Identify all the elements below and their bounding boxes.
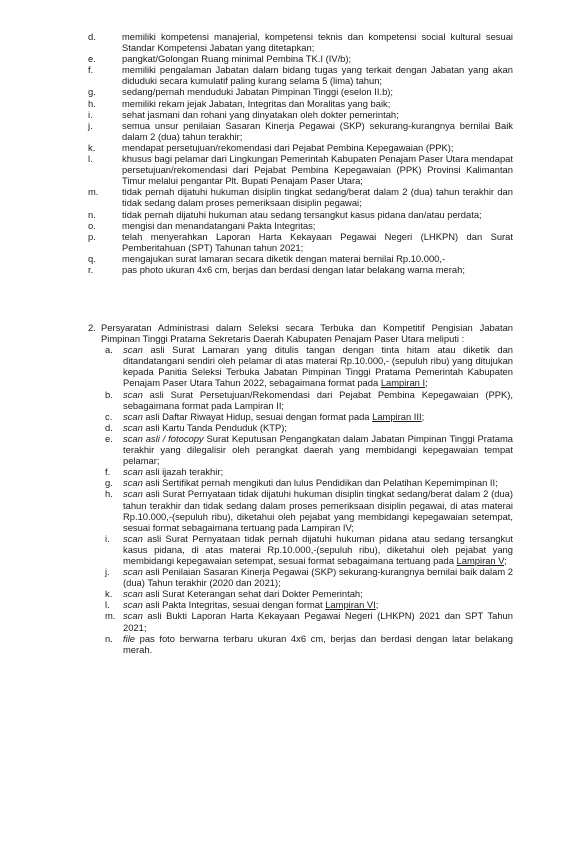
list-item-text — [123, 389, 513, 411]
list-item-text: mengisi dan menandatangani Pakta Integritas; — [122, 219, 316, 231]
emphasis-text: scan — [123, 610, 143, 622]
emphasis-text: scan — [123, 488, 143, 500]
list-item — [105, 588, 513, 599]
list-item-text — [123, 533, 513, 566]
list-item-marker: d. — [88, 31, 96, 42]
list-item — [105, 466, 513, 477]
requirements-list — [88, 31, 513, 275]
list-item-marker: o. — [88, 219, 96, 231]
list-item — [105, 477, 513, 488]
list-item-marker: q. — [88, 252, 96, 264]
list-item-marker: i. — [88, 108, 93, 120]
list-item-text: tidak pernah dijatuhi hukuman atau sedang tersangkut kasus pidana dan/atau perdata; — [122, 208, 482, 220]
attachment-reference: Lampiran VI — [325, 599, 376, 611]
body-text: asli Pakta Integritas, sesuai dengan format — [142, 599, 326, 611]
list-item-text — [123, 344, 513, 388]
body-text: asli ijazah terakhir; — [142, 466, 224, 478]
list-item-marker: e. — [105, 432, 113, 444]
list-item-marker: p. — [88, 230, 96, 242]
list-item-text — [123, 599, 513, 610]
list-item-text: memiliki rekam jejak Jabatan, Integritas dan Moralitas yang baik; — [122, 97, 391, 109]
list-item — [105, 599, 513, 610]
emphasis-text: scan — [123, 566, 143, 578]
list-item-marker: l. — [105, 599, 110, 611]
list-item-text: tidak pernah dijatuhi hukuman disiplin tingkat sedang/berat dalam 2 (dua) tahun terakhir dan tidak sedang dalam proses pemeriksaan disiplin pegawai; — [122, 186, 513, 209]
body-text: asli Daftar Riwayat Hidup, sesuai dengan format pada — [142, 410, 373, 422]
list-item-text: sehat jasmani dan rohani yang dinyatakan oleh dokter pemerintah; — [122, 108, 399, 120]
emphasis-text: scan — [123, 410, 143, 422]
attachment-reference: Lampiran I — [380, 377, 426, 389]
list-item-marker: j. — [105, 566, 110, 578]
list-item — [88, 231, 513, 253]
list-item-text — [123, 422, 513, 433]
emphasis-text: scan — [123, 466, 143, 478]
list-item — [88, 53, 513, 64]
body-text: asli Surat Keterangan sehat dari Dokter Pemerintah; — [142, 588, 363, 600]
list-item — [88, 209, 513, 220]
administrative-requirements-list — [105, 344, 513, 655]
list-item-marker: n. — [105, 632, 113, 644]
list-item — [88, 142, 513, 153]
list-item-text: khusus bagi pelamar dari Lingkungan Pemerintah Kabupaten Penajam Paser Utara mendapat persetujuan/rekomendasi dari Pejabat Pembina Kepegawaian (PPK) Provinsi Kalimantan Timur melalui pengantar Plt. Bupati Penajam Paser Utara; — [122, 153, 513, 187]
list-item-text: telah menyerahkan Laporan Harta Kekayaan Pegawai Negeri (LHKPN) dan Surat Pemberitahuan (SPT) Tahunan tahun 2021; — [122, 230, 513, 253]
list-item-text — [123, 477, 513, 488]
section-heading-text: Persyaratan Administrasi dalam Seleksi secara Terbuka dan Kompetitif Pengisian Jabatan Pimpinan Tinggi Pratama Sekretaris Daerah Kabupaten Penajam Paser Utara meliputi : — [101, 322, 513, 345]
list-item-marker: k. — [88, 141, 96, 153]
list-item — [88, 31, 513, 53]
list-item — [105, 488, 513, 532]
emphasis-text: scan — [123, 588, 143, 600]
list-item-text: mengajukan surat lamaran secara diketik dengan materai bernilai Rp.10.000,- — [122, 252, 446, 264]
list-item-marker: c. — [105, 410, 113, 422]
list-item-marker: a. — [105, 344, 113, 356]
list-item-marker: k. — [105, 588, 113, 600]
administrative-requirements-section — [88, 322, 513, 655]
list-item-marker: d. — [105, 421, 113, 433]
list-item-text — [123, 411, 513, 422]
list-item — [105, 422, 513, 433]
body-text: asli Surat Persetujuan/Rekomendasi dari Pejabat Pembina Kepegawaian (PPK), sebagaimana format pada Lampiran II; — [123, 388, 513, 411]
body-text: asli Surat Lamaran yang ditulis tangan dengan tinta hitam atau diketik dan ditandatangani sendiri oleh pelamar di atas materai Rp.10.000,- (sepuluh ribu) yang ditujukan kepada Panitia Seleksi Terbuka Jabatan Pimpinan Tinggi Pratama Pemerintah Kabupaten Penajam Paser Utara Tahun 2022, sebagaimana format pada — [123, 344, 513, 389]
list-item-text — [123, 566, 513, 588]
list-item — [105, 411, 513, 422]
list-item — [105, 389, 513, 411]
list-item — [88, 186, 513, 208]
emphasis-text: scan — [123, 421, 143, 433]
list-item — [105, 566, 513, 588]
body-text: asli Kartu Tanda Penduduk (KTP); — [142, 421, 287, 433]
emphasis-text: scan — [123, 388, 143, 400]
list-item — [88, 253, 513, 264]
list-item — [88, 120, 513, 142]
list-item — [105, 633, 513, 655]
list-item — [88, 153, 513, 186]
list-item-marker: h. — [105, 488, 113, 500]
attachment-reference: Lampiran III — [372, 410, 422, 422]
list-item-marker: m. — [105, 610, 116, 622]
list-item-text: semua unsur penilaian Sasaran Kinerja Pegawai (SKP) sekurang-kurangnya bernilai Baik dalam 2 (dua) tahun terakhir; — [122, 119, 513, 142]
list-item — [105, 533, 513, 566]
list-item-marker: m. — [88, 186, 99, 198]
list-item-text — [123, 633, 513, 655]
emphasis-text: file — [123, 632, 135, 644]
list-item-marker: l. — [88, 153, 93, 165]
body-text: asli Sertifikat pernah mengikuti dan lulus Pendidikan dan Pelatihan Kepemimpinan II; — [142, 477, 498, 489]
section-number: 2. — [88, 322, 96, 333]
list-item-text — [123, 488, 513, 532]
list-item-marker: n. — [88, 208, 96, 220]
list-item-marker: r. — [88, 263, 94, 275]
emphasis-text: scan — [123, 344, 143, 356]
list-item — [88, 109, 513, 120]
list-item-marker: g. — [105, 477, 113, 489]
list-item-text: memiliki kompetensi manajerial, kompetensi teknis dan kompetensi social kultural sesuai Standar Kompetensi Jabatan yang ditetapkan; — [122, 31, 513, 54]
emphasis-text: scan — [123, 477, 143, 489]
list-item-marker: h. — [88, 97, 96, 109]
list-item-marker: e. — [88, 53, 96, 65]
trailing-punctuation: ; — [425, 377, 428, 389]
list-item-text — [123, 588, 513, 599]
list-item-marker: b. — [105, 388, 113, 400]
list-item — [88, 98, 513, 109]
list-item-marker: i. — [105, 532, 110, 544]
emphasis-text: scan asli / fotocopy — [123, 432, 204, 444]
list-item — [105, 433, 513, 466]
list-item-marker: j. — [88, 119, 93, 131]
body-text: asli Surat Pernyataan tidak pernah dijatuhi hukuman pidana atau sedang tersangkut kasus pidana, di atas materai Rp.10.000,-(sepuluh ribu), diketahui oleh pejabat yang membidangi kepegawaian setempat, sesuai format sebagaimana tertuang pada — [123, 532, 513, 566]
list-item-text: mendapat persetujuan/rekomendasi dari Pejabat Pembina Kepegawaian (PPK); — [122, 141, 454, 153]
list-item-text: sedang/pernah menduduki Jabatan Pimpinan Tinggi (eselon II.b); — [122, 86, 394, 98]
list-item-marker: g. — [88, 86, 96, 98]
list-item — [105, 344, 513, 388]
list-item-text — [123, 433, 513, 466]
list-item — [88, 64, 513, 86]
attachment-reference: Lampiran V — [456, 554, 505, 566]
list-item-text — [123, 610, 513, 632]
list-item — [88, 86, 513, 97]
list-item-marker: f. — [105, 466, 111, 478]
body-text: asli Penilaian Sasaran Kinerja Pegawai (SKP) sekurang-kurangnya bernilai baik dalam 2 (dua) Tahun terakhir (2020 dan 2021); — [123, 566, 513, 589]
body-text: Surat Keputusan Pengangkatan dalam Jabatan Pimpinan Tinggi Pratama terakhir yang dilegalisir oleh perangkat daerah yang membidangi kepegawaian tempat pelamar; — [123, 432, 513, 467]
list-item-text: pas photo ukuran 4x6 cm, berjas dan berdasi dengan latar belakang warna merah; — [122, 263, 465, 275]
trailing-punctuation: ; — [504, 554, 507, 566]
trailing-punctuation: ; — [375, 599, 379, 611]
section-heading — [88, 322, 513, 344]
list-item — [105, 610, 513, 632]
emphasis-text: scan — [123, 599, 143, 611]
trailing-punctuation: ; — [421, 410, 425, 422]
list-item — [88, 220, 513, 231]
body-text: asli Surat Pernyataan tidak dijatuhi hukuman disiplin tingkat sedang/berat dalam 2 (dua) tahun terakhir dan tidak sedang dalam proses pemeriksaan disiplin pegawai, di atas materai Rp.10.000,-(sepuluh ribu), diketahui oleh pejabat yang membidangi kepegawaian setempat, sesuai format sebagaimana tertuang pada Lampiran IV; — [123, 488, 513, 533]
body-text: asli Bukti Laporan Harta Kekayaan Pegawai Negeri (LHKPN) 2021 dan SPT Tahun 2021; — [123, 610, 513, 633]
list-item-marker: f. — [88, 64, 94, 76]
emphasis-text: scan — [123, 532, 143, 544]
body-text: pas foto berwarna terbaru ukuran 4x6 cm, berjas dan berdasi dengan latar belakang merah. — [123, 632, 513, 655]
list-item-text: pangkat/Golongan Ruang minimal Pembina TK.I (IV/b); — [122, 53, 352, 65]
list-item — [88, 264, 513, 275]
list-item-text: memiliki pengalaman Jabatan dalam bidang tugas yang terkait dengan Jabatan yang akan diduduki secara kumulatif paling kurang selama 5 (lima) tahun; — [122, 64, 513, 87]
list-item-text — [123, 466, 513, 477]
